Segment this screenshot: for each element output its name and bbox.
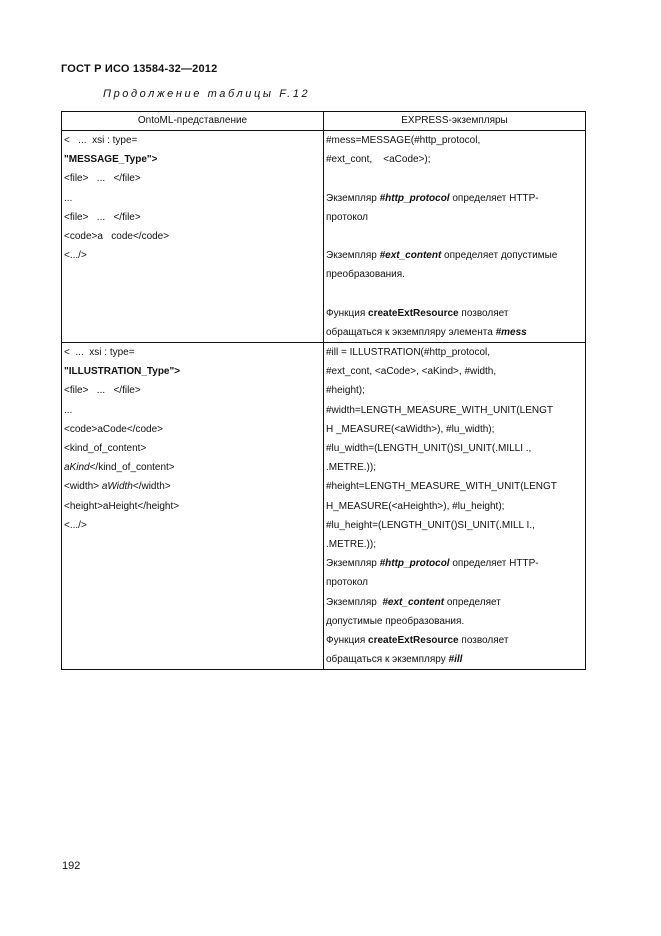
cell-text-line <box>326 265 585 284</box>
text-segment: < ... xsi : type= <box>64 135 138 146</box>
cell-text-line <box>326 650 585 669</box>
text-segment: протокол <box>326 211 369 223</box>
cell-text-line <box>326 593 585 612</box>
cell-text-line <box>64 343 323 362</box>
cell-text-line <box>326 131 585 150</box>
cell-text-line <box>326 458 585 477</box>
cell-text-line <box>326 208 585 227</box>
cell-text-line <box>64 208 323 227</box>
cell-text-line <box>326 362 585 381</box>
text-segment: Функция <box>326 307 369 319</box>
text-segment: <code>aCode</code> <box>64 423 163 435</box>
ontoml-cell-message <box>62 131 324 343</box>
text-segment: <file> ... </file> <box>64 173 141 185</box>
text-segment: #height=LENGTH_MEASURE_WITH_UNIT(LENGT <box>326 481 557 493</box>
cell-text-line <box>64 189 323 208</box>
text-segment: <.../> <box>64 250 87 262</box>
express-cell-message <box>324 131 586 343</box>
cell-text-line <box>326 631 585 650</box>
cell-text-line <box>64 420 323 439</box>
text-segment: ... <box>64 192 73 204</box>
text-segment: aWidth <box>101 481 133 493</box>
text-segment: протокол <box>326 577 369 589</box>
text-segment: "ILLUSTRATION_Type"> <box>64 366 181 378</box>
cell-text-line <box>326 285 585 304</box>
text-segment: #ill = ILLUSTRATION(#http_protocol, <box>326 347 491 359</box>
text-segment: преобразования. <box>326 269 405 281</box>
text-segment: #mess=MESSAGE(#http_protocol, <box>326 135 481 146</box>
text-segment: <file> ... </file> <box>64 385 141 397</box>
text-segment: Экземпляр <box>326 596 383 608</box>
cell-text-line <box>64 381 323 400</box>
text-segment: ... <box>64 404 73 416</box>
text-segment: #height); <box>326 385 365 397</box>
text-segment: createExtResource <box>368 634 459 646</box>
text-segment: позволяет <box>458 634 509 646</box>
cell-text-line <box>64 401 323 420</box>
cell-text-line <box>326 169 585 188</box>
cell-text-line <box>64 246 323 265</box>
cell-text-line <box>326 381 585 400</box>
text-segment: <.../> <box>64 519 87 531</box>
text-segment: #lu_width=(LENGTH_UNIT()SI_UNIT(.MILLI ., <box>326 443 532 454</box>
table-row <box>62 131 586 343</box>
text-segment: определяет допустимые <box>441 250 558 262</box>
text-segment: .METRE.)); <box>326 538 376 550</box>
text-segment: #ext_cont, <aCode>, <aKind>, #width, <box>326 366 497 378</box>
cell-text-line <box>326 439 585 458</box>
text-segment: <file> ... </file> <box>64 211 141 223</box>
cell-text-line <box>326 420 585 439</box>
cell-text-line <box>326 227 585 246</box>
text-segment: createExtResource <box>368 307 459 319</box>
text-segment: определяет HTTP- <box>449 192 539 204</box>
cell-text-line <box>64 169 323 188</box>
text-segment: Экземпляр <box>326 558 380 570</box>
text-segment: определяет HTTP- <box>449 558 539 570</box>
text-segment: обращаться к экземпляру элемента <box>326 326 496 338</box>
cell-text-line <box>326 343 585 362</box>
cell-text-line <box>326 304 585 323</box>
text-segment: #ext_content <box>382 596 445 608</box>
text-segment: обращаться к экземпляру <box>326 654 449 666</box>
text-segment: <width> <box>64 481 102 493</box>
text-segment: H _MEASURE(<aWidth>), #lu_width); <box>326 423 495 435</box>
text-segment: <code>a code</code> <box>64 230 170 242</box>
text-segment: #ill <box>448 654 463 666</box>
cell-text-line <box>326 477 585 496</box>
cell-text-line <box>326 401 585 420</box>
cell-text-line <box>64 516 323 535</box>
text-segment: #mess <box>495 326 527 338</box>
cell-text-line <box>326 554 585 573</box>
text-segment: Экземпляр <box>326 192 380 204</box>
page-number: 192 <box>62 860 81 872</box>
text-segment: #ext_cont, <aCode>); <box>326 154 431 166</box>
text-segment: Экземпляр <box>326 250 380 262</box>
cell-text-line <box>326 497 585 516</box>
cell-text-line <box>64 497 323 516</box>
text-segment: Функция <box>326 634 369 646</box>
cell-text-line <box>64 362 323 381</box>
cell-text-line <box>326 323 585 342</box>
column-header-express: EXPRESS-экземпляры <box>324 112 586 131</box>
cell-text-line <box>326 535 585 554</box>
document-header: ГОСТ Р ИСО 13584-32—2012 <box>61 63 218 75</box>
text-segment: допустимые преобразования. <box>326 615 465 627</box>
cell-text-line <box>326 189 585 208</box>
text-segment: </width> <box>132 481 171 493</box>
text-segment: позволяет <box>458 307 509 319</box>
text-segment: <height>aHeight</height> <box>64 500 180 512</box>
column-header-ontoml: OntoML-представление <box>62 112 324 131</box>
text-segment: #width=LENGTH_MEASURE_WITH_UNIT(LENGT <box>326 404 553 416</box>
text-segment: #ext_content <box>379 250 442 262</box>
cell-text-line <box>326 573 585 592</box>
text-segment: #http_protocol <box>379 558 450 570</box>
cell-text-line <box>326 612 585 631</box>
text-segment: <kind_of_content> <box>64 443 147 454</box>
cell-text-line <box>326 150 585 169</box>
cell-text-line <box>326 516 585 535</box>
data-table <box>61 111 586 670</box>
text-segment: определяет <box>444 596 501 608</box>
table-continuation-caption: Продолжение таблицы F.12 <box>103 88 311 100</box>
text-segment: < ... xsi : type= <box>64 347 135 359</box>
text-segment: .METRE.)); <box>326 462 376 474</box>
express-cell-illustration <box>324 343 586 670</box>
cell-text-line <box>64 227 323 246</box>
text-segment: #http_protocol <box>379 192 450 204</box>
text-segment: H_MEASURE(<aHeighth>), #lu_height); <box>326 500 505 512</box>
cell-text-line <box>64 439 323 458</box>
text-segment: aKind <box>64 462 90 474</box>
cell-text-line <box>64 458 323 477</box>
text-segment: "MESSAGE_Type"> <box>64 154 158 166</box>
ontoml-cell-illustration <box>62 343 324 670</box>
text-segment: #lu_height=(LENGTH_UNIT()SI_UNIT(.MILL I., <box>326 519 535 531</box>
cell-text-line <box>64 477 323 496</box>
cell-text-line <box>326 246 585 265</box>
cell-text-line <box>64 131 323 150</box>
cell-text-line <box>64 150 323 169</box>
text-segment: </kind_of_content> <box>89 462 175 474</box>
table-header-row <box>62 112 586 131</box>
table-row <box>62 343 586 670</box>
